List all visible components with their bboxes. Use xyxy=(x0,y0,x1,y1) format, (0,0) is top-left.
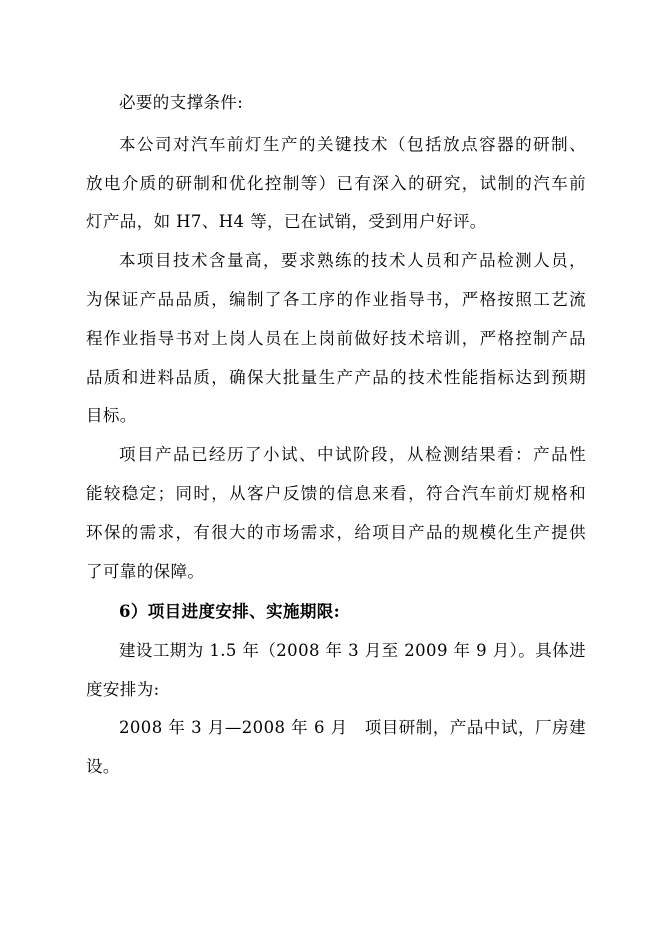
paragraph-line: 建设工期为 1.5 年（2008 年 3 月至 2009 年 9 月）。具体进 xyxy=(119,641,586,660)
paragraph-line: 本公司对汽车前灯生产的关键技术（包括放点容器的研制、 xyxy=(119,135,586,154)
paragraph-line: 灯产品，如 H7、H4 等，已在试销，受到用户好评。 xyxy=(86,212,487,231)
paragraph-line: 程作业指导书对上岗人员在上岗前做好技术培训，严格控制产品 xyxy=(86,329,586,348)
paragraph-line: 放电介质的研制和优化控制等）已有深入的研究，试制的汽车前 xyxy=(86,174,586,193)
paragraph-line: 能较稳定；同时，从客户反馈的信息来看，符合汽车前灯规格和 xyxy=(86,484,586,503)
paragraph-line: 2008 年 3 月—2008 年 6 月 项目研制，产品中试，厂房建 xyxy=(119,718,586,737)
paragraph-heading-support-conditions: 必要的支撑条件: xyxy=(119,93,244,112)
paragraph-line: 设。 xyxy=(86,757,120,776)
paragraph-line: 了可靠的保障。 xyxy=(86,562,205,581)
paragraph-line: 环保的需求，有很大的市场需求，给项目产品的规模化生产提供 xyxy=(86,523,586,542)
paragraph-line: 度安排为: xyxy=(86,680,160,699)
paragraph-line: 为保证产品品质，编制了各工序的作业指导书，严格按照工艺流 xyxy=(86,290,586,309)
paragraph-line: 品质和进料品质，确保大批量生产产品的技术性能指标达到预期 xyxy=(86,368,586,387)
paragraph-line: 本项目技术含量高，要求熟练的技术人员和产品检测人员， xyxy=(119,251,586,270)
paragraph-line: 目标。 xyxy=(86,406,137,425)
paragraph-line: 项目产品已经历了小试、中试阶段，从检测结果看：产品性 xyxy=(119,445,586,464)
section-heading-schedule: 6）项目进度安排、实施期限: xyxy=(119,602,341,621)
